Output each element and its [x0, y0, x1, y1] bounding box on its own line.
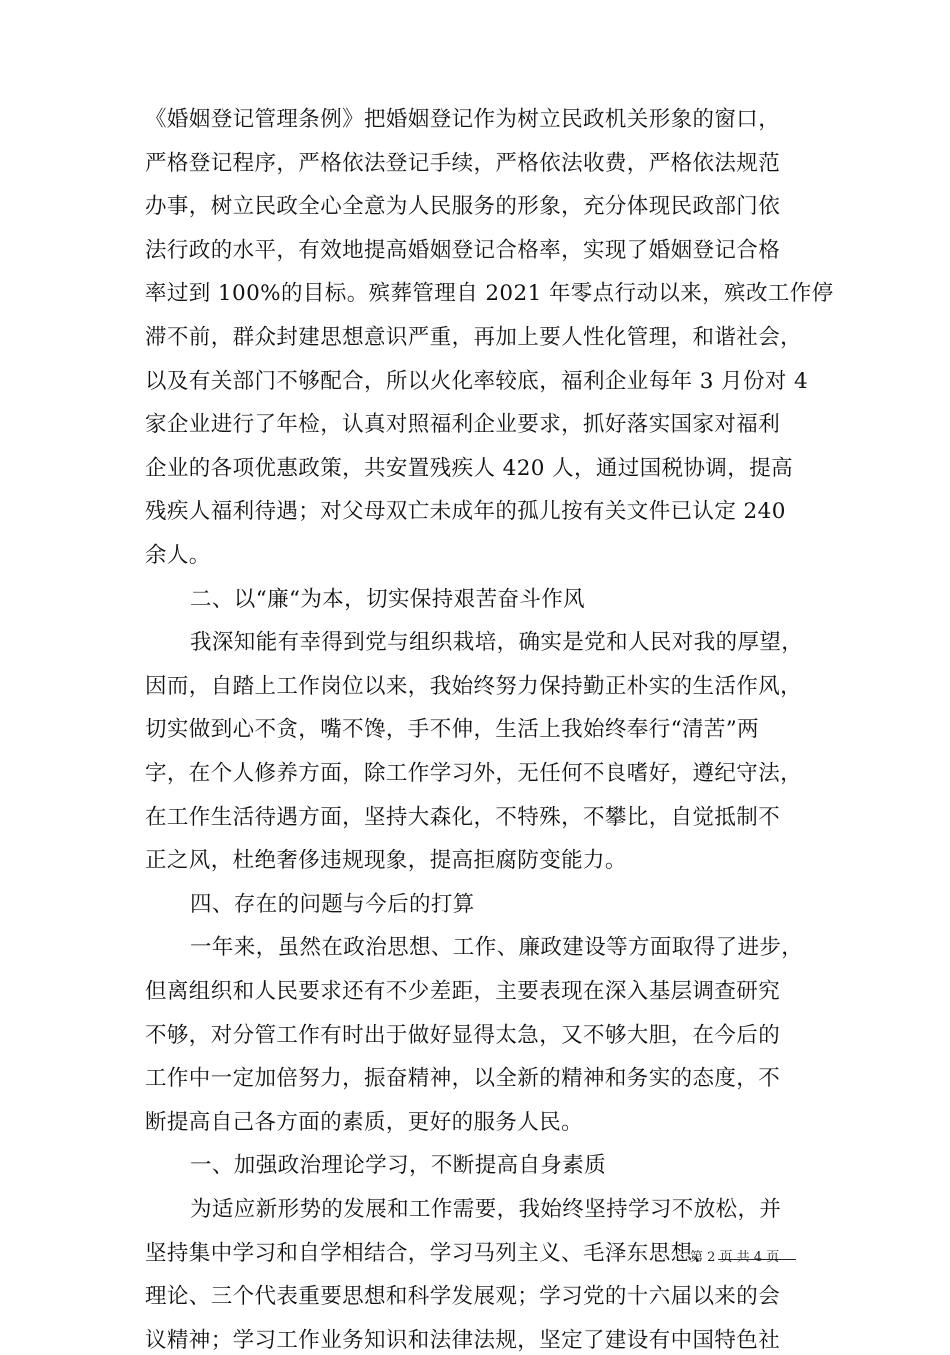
body-text-line: 法行政的水平，有效地提高婚姻登记合格率，实现了婚姻登记合格: [145, 237, 781, 263]
body-text-line: 我深知能有幸得到党与组织栽培，确实是党和人民对我的厚望，: [190, 630, 804, 656]
body-text-line: 理论、三个代表重要思想和科学发展观；学习党的十六届以来的会: [145, 1284, 781, 1310]
body-text-line: 正之风，杜绝奢侈违规现象，提高拒腐防变能力。: [145, 848, 627, 874]
body-text-line: 以及有关部门不够配合，所以火化率较底，福利企业每年 3 月份对 4: [145, 368, 809, 394]
body-text-line: 滞不前，群众封建思想意识严重，再加上要人性化管理，和谐社会，: [145, 325, 803, 350]
body-text-line: 字，在个人修养方面，除工作学习外，无任何不良嗜好，遵纪守法，: [145, 761, 803, 786]
body-text-line: 余人。: [145, 543, 211, 568]
section-heading: 四、存在的问题与今后的打算: [190, 891, 475, 917]
body-text-line: 不够，对分管工作有时出于做好显得太急，又不够大胆，在今后的: [145, 1022, 781, 1048]
body-text-line: 但离组织和人民要求还有不少差距，主要表现在深入基层调查研究: [145, 979, 781, 1004]
body-text-line: 因而，自踏上工作岗位以来，我始终努力保持勤正朴实的生活作风，: [145, 673, 803, 699]
body-text-line: 《婚姻登记管理条例》把婚姻登记作为树立民政机关形象的窗口，: [145, 107, 781, 132]
body-text-line: 严格登记程序，严格依法登记手续，严格依法收费，严格依法规范: [145, 150, 781, 176]
body-text-line: 议精神；学习工作业务知识和法律法规，坚定了建设有中国特色社: [145, 1327, 781, 1353]
body-text-line: 企业的各项优惠政策，共安置残疾人 420 人，通过国税协调，提高: [145, 455, 794, 481]
body-text-line: 在工作生活待遇方面，坚持大森化，不特殊，不攀比，自觉抵制不: [145, 804, 781, 830]
section-heading: 一、加强政治理论学习，不断提高自身素质: [190, 1153, 607, 1179]
body-text-line: 残疾人福利待遇；对父母双亡未成年的孤儿按有关文件已认定 240: [145, 499, 786, 525]
section-heading: 二、以“廉“为本，切实保持艰苦奋斗作风: [190, 586, 586, 612]
body-text-line: 家企业进行了年检，认真对照福利企业要求，抓好落实国家对福利: [145, 412, 781, 438]
body-text-line: 断提高自己各方面的素质，更好的服务人民。: [145, 1109, 584, 1135]
body-text-line: 办事，树立民政全心全意为人民服务的形象，充分体现民政部门依: [145, 194, 781, 220]
page-number: 第 2 页 共 4 页: [690, 1250, 780, 1265]
body-text-line: 工作中一定加倍努力，振奋精神，以全新的精神和务实的态度，不: [145, 1066, 781, 1092]
body-text-line: 一年来，虽然在政治思想、工作、廉政建设等方面取得了进步，: [190, 935, 804, 961]
body-text-line: 为适应新形势的发展和工作需要，我始终坚持学习不放松，并: [190, 1197, 782, 1222]
body-text-line: 率过到 100%的目标。殡葬管理自 2021 年零点行动以来，殡改工作停: [145, 281, 834, 307]
body-text-line: 切实做到心不贪，嘴不馋，手不伸，生活上我始终奉行“清苦”两: [145, 717, 760, 743]
body-text-line: 坚持集中学习和自学相结合，学习马列主义、毛泽东思想、: [145, 1240, 796, 1268]
